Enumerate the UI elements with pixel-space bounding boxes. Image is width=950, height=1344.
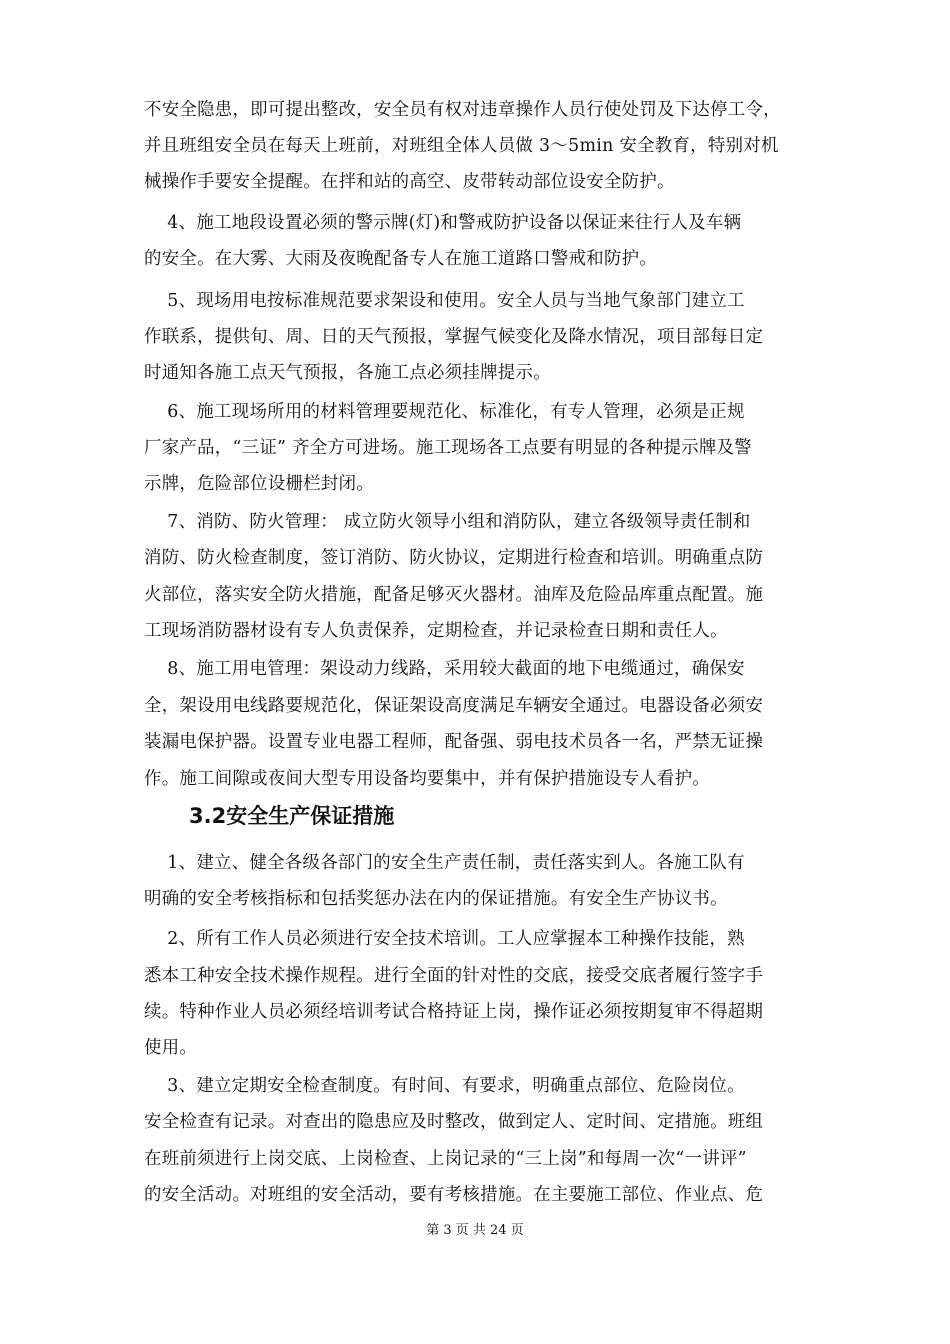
text-line: 安全检查有记录。对查出的隐患应及时整改，做到定人、定时间、定措施。班组 <box>144 1112 764 1132</box>
paragraph <box>144 657 816 789</box>
text-line: 消防、防火检查制度，签订消防、防火协议，定期进行检查和培训。明确重点防 <box>144 548 764 568</box>
paragraph <box>144 510 816 642</box>
text-line: 7、消防、防火管理： 成立防火领导小组和消防队，建立各级领导责任制和 <box>144 512 751 532</box>
paragraph <box>144 400 816 496</box>
text-line: 使用。 <box>144 1038 198 1058</box>
paragraph <box>144 289 816 385</box>
text-line: 悉本工种安全技术操作规程。进行全面的针对性的交底，接受交底者履行签字手 <box>144 966 764 986</box>
text-line: 工现场消防器材设有专人负责保养，定期检查，并记录检查日期和责任人。 <box>144 621 728 641</box>
text-line: 的安全。在大雾、大雨及夜晚配备专人在施工道路口警戒和防护。 <box>144 249 658 269</box>
text-line: 在班前须进行上岗交底、上岗检查、上岗记录的“三上岗”和每周一次“一讲评” <box>144 1149 747 1169</box>
text-line: 全，架设用电线路要规范化，保证架设高度满足车辆安全通过。电器设备必须安 <box>144 696 764 716</box>
paragraph <box>144 927 816 1059</box>
text-line: 作联系，提供旬、周、日的天气预报，掌握气候变化及降水情况，项目部每日定 <box>144 327 764 347</box>
paragraph <box>144 211 816 271</box>
text-line: 4、施工地段设置必须的警示牌(灯)和警戒防护设备以保证来往行人及车辆 <box>144 213 742 233</box>
section-heading: 3.2安全生产保证措施 <box>189 804 395 828</box>
text-line: 厂家产品，“三证” 齐全方可进场。施工现场各工点要有明显的各种提示牌及警 <box>144 438 753 458</box>
text-line: 火部位，落实安全防火措施，配备足够灭火器材。油库及危险品库重点配置。施 <box>144 585 764 605</box>
text-line: 的安全活动。对班组的安全活动，要有考核措施。在主要施工部位、作业点、危 <box>144 1185 764 1205</box>
text-line: 明确的安全考核指标和包括奖惩办法在内的保证措施。有安全生产协议书。 <box>144 889 728 909</box>
paragraph <box>144 98 816 194</box>
text-line: 2、所有工作人员必须进行安全技术培训。工人应掌握本工种操作技能，熟 <box>144 929 745 949</box>
text-line: 6、施工现场所用的材料管理要规范化、标准化，有专人管理，必须是正规 <box>144 402 745 422</box>
text-line: 装漏电保护器。设置专业电器工程师，配备强、弱电技术员各一名，严禁无证操 <box>144 732 764 752</box>
text-line: 作。施工间隙或夜间大型专用设备均要集中，并有保护措施设专人看护。 <box>144 769 711 789</box>
text-line: 械操作手要安全提醒。在拌和站的高空、皮带转动部位设安全防护。 <box>144 172 675 192</box>
text-line: 1、建立、健全各级各部门的安全生产责任制，责任落实到人。各施工队有 <box>144 853 745 873</box>
text-line: 续。特种作业人员必须经培训考试合格持证上岗，操作证必须按期复审不得超期 <box>144 1002 764 1022</box>
text-line: 3、建立定期安全检查制度。有时间、有要求，明确重点部位、危险岗位。 <box>144 1076 745 1096</box>
text-line: 8、施工用电管理：架设动力线路，采用较大截面的地下电缆通过，确保安 <box>144 659 745 679</box>
page-footer: 第 3 页 共 24 页 <box>426 1223 524 1238</box>
text-line: 不安全隐患，即可提出整改，安全员有权对违章操作人员行使处罚及下达停工令， <box>144 100 781 120</box>
text-line: 示牌，危险部位设栅栏封闭。 <box>144 474 374 494</box>
paragraph <box>144 851 816 911</box>
text-line: 5、现场用电按标准规范要求架设和使用。安全人员与当地气象部门建立工 <box>144 291 745 311</box>
text-line: 时通知各施工点天气预报，各施工点必须挂牌提示。 <box>144 363 551 383</box>
text-line: 并且班组安全员在每天上班前，对班组全体人员做 3～5min 安全教育，特别对机 <box>144 136 779 156</box>
paragraph <box>144 1074 816 1206</box>
